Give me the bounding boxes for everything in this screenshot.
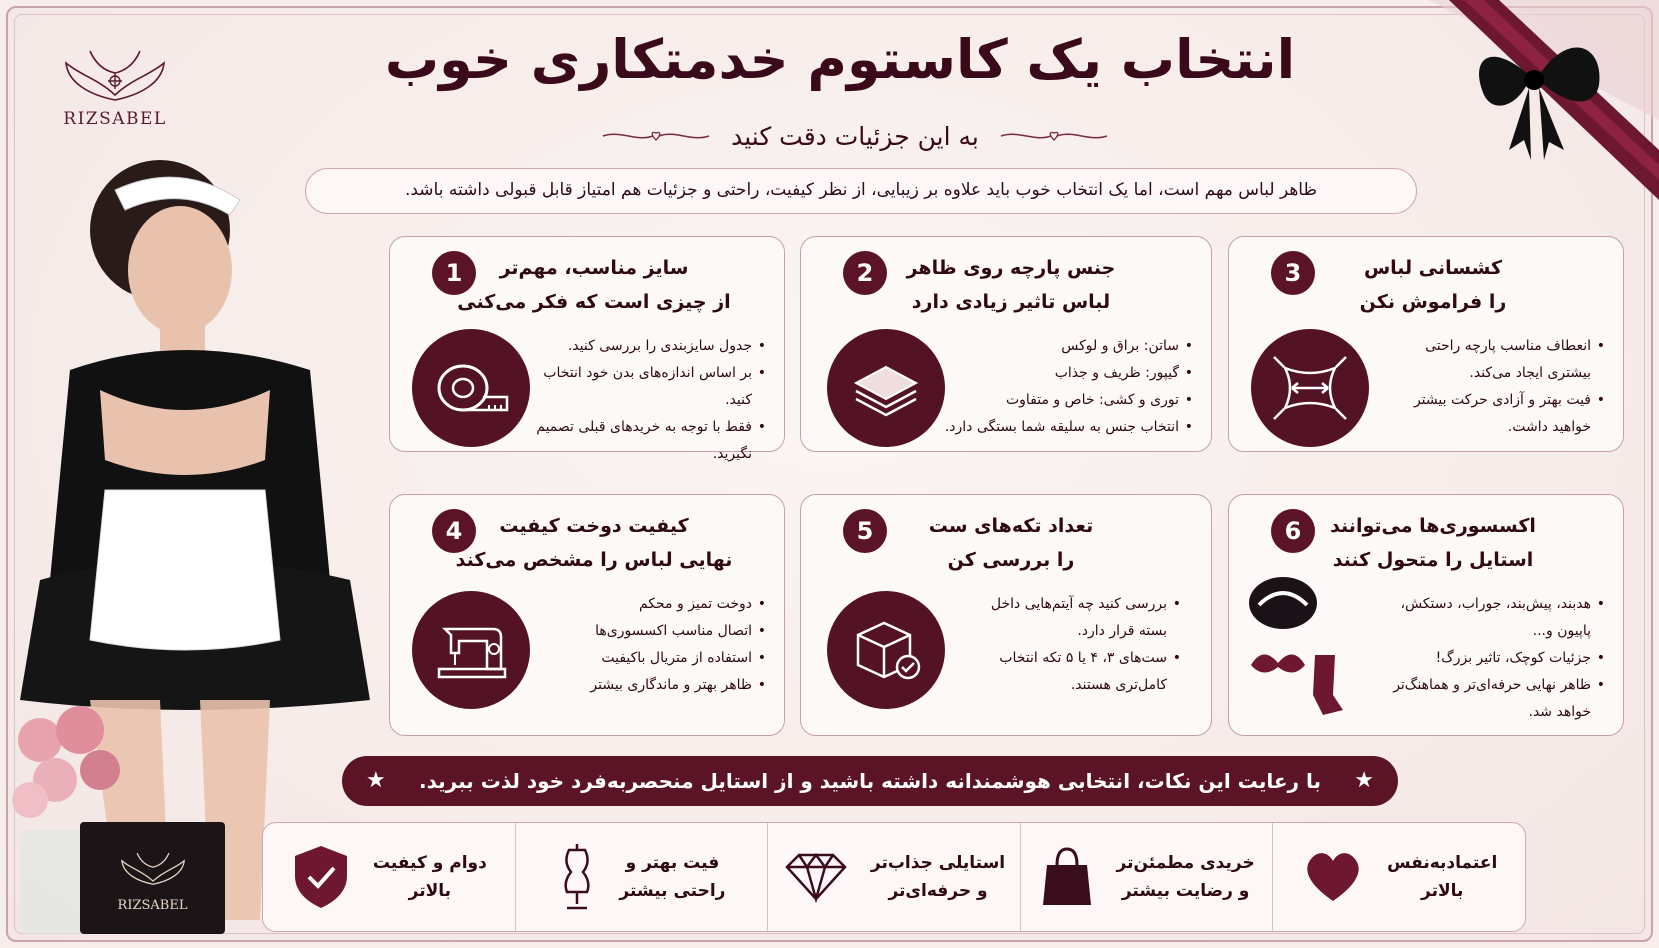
bullet-item: • انتخاب جنس به سلیقه شما بستگی دارد. (913, 414, 1193, 441)
benefit-line1: فیت بهتر و (625, 853, 720, 873)
card-bullets (1385, 333, 1605, 441)
benefit-text (1117, 849, 1255, 905)
stretch-fabric-icon (1251, 329, 1369, 447)
card-number: 4 (432, 509, 476, 553)
package-check-icon (827, 591, 945, 709)
card-fabric (800, 236, 1212, 452)
subtitle-row (530, 118, 1180, 154)
card-title-line2: لباس تاثیر زیادی دارد (911, 291, 1111, 313)
card-number: 3 (1271, 251, 1315, 295)
bullet-item: • گیپور: ظریف و جذاب (913, 360, 1193, 387)
benefit-line2: بالاتر (408, 881, 452, 901)
benefit-text (871, 849, 1005, 905)
card-title-line2: از چیزی است که فکر می‌کنی (457, 291, 731, 313)
card-number: 2 (843, 251, 887, 295)
box-logo-icon (118, 844, 188, 894)
card-bullets (526, 591, 766, 699)
benefit-item (263, 823, 515, 931)
card-title-line1: کشسانی لباس (1363, 257, 1503, 279)
benefits-bar (262, 822, 1526, 932)
card-title-line1: تعداد تکه‌های ست (928, 515, 1094, 537)
shield-check-icon (291, 844, 351, 910)
bullet-item: • فیت بهتر و آزادی حرکت بیشتر خواهید داشت. (1385, 387, 1605, 441)
benefit-text (619, 849, 725, 905)
benefit-item (1020, 823, 1273, 931)
card-title (861, 509, 1161, 577)
card-stitching (389, 494, 785, 736)
bullet-item: • فقط با توجه به خریدهای قبلی تصمیم نگیرید. (526, 414, 766, 468)
card-title-line1: اکسسوری‌ها می‌توانند (1330, 515, 1536, 537)
card-bullets (1375, 591, 1605, 726)
benefit-item (1272, 823, 1525, 931)
bullet-item: • ست‌های ۳، ۴ یا ۵ تکه انتخاب کامل‌تری هستند. (981, 645, 1181, 699)
card-title-line2: را فراموش نکن (1359, 291, 1507, 313)
benefit-line1: اعتمادبه‌نفس (1387, 853, 1498, 873)
benefit-line2: و رضایت بیشتر (1121, 881, 1250, 901)
brand-logo (55, 45, 175, 129)
bullet-item: • انعطاف مناسب پارچه راحتی بیشتری ایجاد می‌کند. (1385, 333, 1605, 387)
bullet-item: • ظاهر نهایی حرفه‌ای‌تر و هماهنگ‌تر خواهد شد. (1375, 672, 1605, 726)
bullet-item: • بر اساس اندازه‌های بدن خود انتخاب کنید. (526, 360, 766, 414)
logo-emblem-icon (60, 45, 170, 107)
heart-icon (1301, 849, 1365, 905)
intro-text: ظاهر لباس مهم است، اما یک انتخاب خوب باید علاوه بر زیبایی، از نظر کیفیت، راحتی و جزئیات هم امتیاز قابل قبولی داشته باشد. (305, 168, 1417, 214)
bullet-item: • اتصال مناسب اکسسوری‌ها (526, 618, 766, 645)
star-icon: ★ (366, 768, 386, 793)
sewing-machine-icon (412, 591, 530, 709)
bullet-item: • توری و کشی: خاص و متفاوت (913, 387, 1193, 414)
card-number: 6 (1271, 509, 1315, 553)
card-title-line1: سایز مناسب، مهم‌تر (499, 257, 689, 279)
ribbon-bow-decoration (1389, 0, 1659, 230)
card-title-line2: نهایی لباس را مشخص می‌کند (455, 549, 733, 571)
flourish-left-icon (601, 126, 711, 146)
brand-name: RIZSABEL (63, 109, 167, 129)
benefit-line2: بالاتر (1421, 881, 1464, 901)
card-title (444, 251, 744, 319)
card-bullets (981, 591, 1181, 699)
page-title: انتخاب یک کاستوم خدمتکاری خوب (384, 28, 1296, 91)
bullet-item: • بررسی کنید چه آیتم‌هایی داخل بسته قرار دارد. (981, 591, 1181, 645)
card-size (389, 236, 785, 462)
star-icon: ★ (1354, 768, 1374, 793)
card-number: 5 (843, 509, 887, 553)
bullet-item: • استفاده از متریال باکیفیت (526, 645, 766, 672)
card-title-line1: جنس پارچه روی ظاهر (906, 257, 1116, 279)
card-title (1283, 509, 1583, 577)
card-stretch (1228, 236, 1624, 452)
benefit-line2: راحتی بیشتر (619, 881, 726, 901)
box-brand-name: RIZSABEL (117, 898, 188, 913)
bullet-item: • ساتن: براق و لوکس (913, 333, 1193, 360)
card-title-line2: را بررسی کن (947, 549, 1075, 571)
benefit-item (515, 823, 768, 931)
bullet-item: • جدول سایزبندی را بررسی کنید. (526, 333, 766, 360)
bullet-item: • ظاهر بهتر و ماندگاری بیشتر (526, 672, 766, 699)
card-set-pieces (800, 494, 1212, 736)
conclusion-banner (342, 756, 1398, 806)
benefit-line1: استایلی جذاب‌تر (870, 853, 1006, 873)
benefit-line2: و حرفه‌ای‌تر (888, 881, 988, 901)
benefit-line1: خریدی مطمئن‌تر (1116, 853, 1255, 873)
banner-text: با رعایت این نکات، انتخابی هوشمندانه داشته باشید و از استایل منحصربه‌فرد خود لذت ببرید. (418, 769, 1321, 793)
benefit-line1: دوام و کیفیت (372, 853, 487, 873)
card-bullets (526, 333, 766, 468)
card-title-line1: کیفیت دوخت کیفیت (499, 515, 689, 537)
dress-form-icon (557, 842, 597, 912)
card-title (444, 509, 744, 577)
bullet-item: • جزئیات کوچک، تاثیر بزرگ! (1375, 645, 1605, 672)
card-accessories (1228, 494, 1624, 736)
card-bullets (913, 333, 1193, 441)
measuring-tape-icon (412, 329, 530, 447)
page-subtitle: به این جزئیات دقت کنید (731, 121, 979, 151)
flourish-right-icon (999, 126, 1109, 146)
accessories-icon (1243, 575, 1353, 725)
bullet-item: • دوخت تمیز و محکم (526, 591, 766, 618)
benefit-text (1387, 849, 1497, 905)
card-title (1283, 251, 1583, 319)
benefit-text (373, 849, 487, 905)
card-number: 1 (432, 251, 476, 295)
card-title-line2: استایل را متحول کنند (1332, 549, 1534, 571)
benefit-item (767, 823, 1020, 931)
gift-box (80, 822, 225, 934)
diamond-icon (783, 851, 849, 903)
handbag-icon (1039, 845, 1095, 909)
card-title (861, 251, 1161, 319)
bullet-item: • هدبند، پیش‌بند، جوراب، دستکش، پاپیون و... (1375, 591, 1605, 645)
